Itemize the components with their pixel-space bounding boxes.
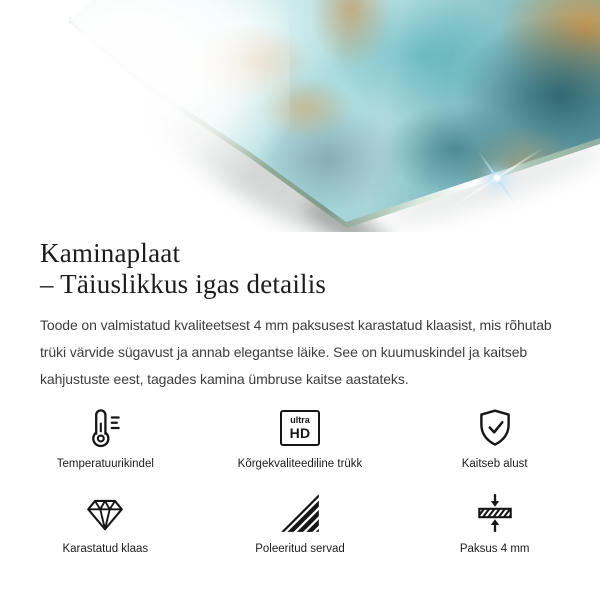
feature-protects-base [397, 405, 592, 470]
title-line-2: – Täiuslikkus igas detailis [40, 269, 327, 299]
shield-check-icon [473, 405, 517, 451]
product-description: Toode on valmistatud kvaliteetsest 4 mm paksusest karastatud klaasist, mis rõhutab trüki värvide sügavust ja annab elegantse läike. See on kuumuskindel ja kaitseb kahjustuste eest, tagades kamina ümbruse kaitse aastateks. [40, 317, 552, 387]
feature-tempered-glass [8, 490, 203, 555]
feature-temperature-resistant [8, 405, 203, 470]
feature-thickness [397, 490, 592, 555]
product-info-section [0, 232, 600, 555]
thermometer-icon [83, 405, 127, 451]
diamond-icon [83, 490, 127, 536]
feature-label: Kaitseb alust [461, 458, 528, 470]
polished-edges-icon [278, 490, 322, 536]
product-image [0, 0, 600, 232]
feature-label: Temperatuurikindel [56, 458, 154, 470]
title-line-1: Kaminaplaat [40, 238, 181, 268]
ultra-hd-icon: ultra HD [280, 405, 320, 451]
feature-label: Paksus 4 mm [459, 543, 530, 555]
feature-polished-edges [203, 490, 398, 555]
feature-label: Karastatud klaas [62, 543, 149, 555]
feature-label: Kõrgekvaliteediline trükk [237, 458, 363, 470]
feature-print-quality [203, 405, 398, 470]
feature-label: Poleeritud servad [255, 543, 345, 555]
page-title [40, 238, 600, 300]
thickness-arrows-icon [473, 490, 517, 536]
features-grid [0, 405, 600, 555]
light-reflection [0, 0, 290, 215]
